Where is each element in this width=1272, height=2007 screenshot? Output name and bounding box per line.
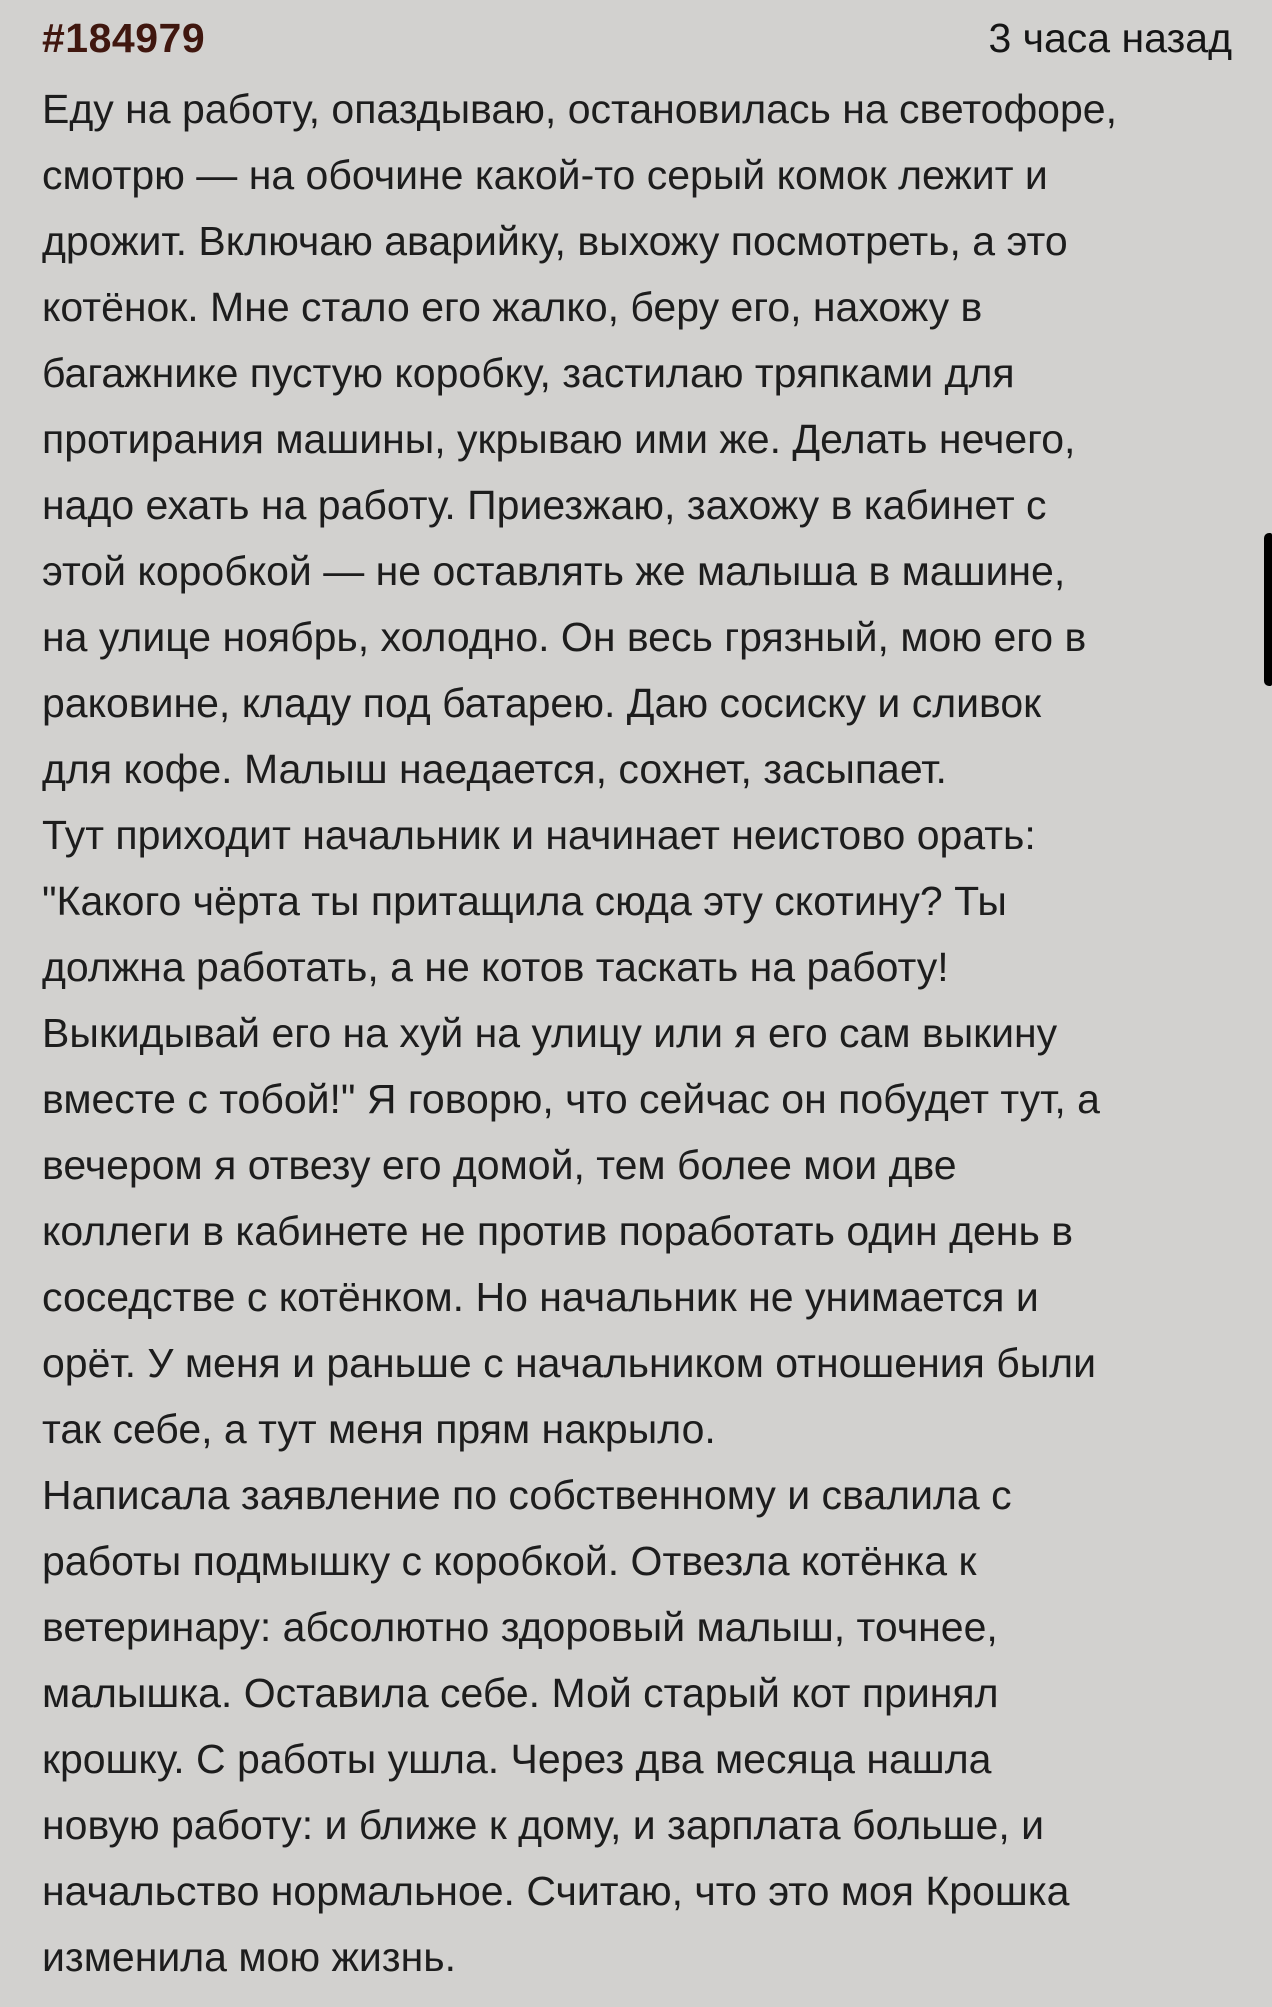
story-line: коллеги в кабинете не против поработать один день в (42, 1208, 1073, 1254)
story-line: протирания машины, укрываю ими же. Делать нечего, (42, 416, 1076, 462)
story-line: на улице ноябрь, холодно. Он весь грязный, мою его в (42, 614, 1087, 660)
story-line: изменила мою жизнь. (42, 1934, 457, 1980)
story-line: должна работать, а не котов таскать на работу! (42, 944, 949, 990)
story-line: Написала заявление по собственному и свалила с (42, 1472, 1012, 1518)
post-timestamp: 3 часа назад (988, 15, 1232, 61)
story-line: орёт. У меня и раньше с начальником отношения были (42, 1340, 1097, 1386)
story-line: Еду на работу, опаздываю, остановилась на светофоре, (42, 86, 1117, 132)
story-line: дрожит. Включаю аварийку, выхожу посмотреть, а это (42, 218, 1068, 264)
story-line: начальство нормальное. Считаю, что это моя Крошка (42, 1868, 1070, 1914)
story-line: так себе, а тут меня прям накрыло. (42, 1406, 716, 1452)
story-line: раковине, кладу под батарею. Даю сосиску и сливок (42, 680, 1042, 726)
story-line: вместе с тобой!" Я говорю, что сейчас он побудет тут, а (42, 1076, 1100, 1122)
story-line: для кофе. Малыш наедается, сохнет, засыпает. (42, 746, 947, 792)
scrollbar-thumb[interactable] (1264, 533, 1272, 686)
story-text (0, 76, 1272, 1990)
story-line: Тут приходит начальник и начинает неистово орать: (42, 812, 1036, 858)
story-line: новую работу: и ближе к дому, и зарплата больше, и (42, 1802, 1045, 1848)
story-line: Выкидывай его на хуй на улицу или я его сам выкину (42, 1010, 1058, 1056)
story-line: малышка. Оставила себе. Мой старый кот принял (42, 1670, 999, 1716)
story-line: ветеринару: абсолютно здоровый малыш, точнее, (42, 1604, 998, 1650)
story-line: багажнике пустую коробку, застилаю тряпками для (42, 350, 1015, 396)
story-line: этой коробкой — не оставлять же малыша в машине, (42, 548, 1066, 594)
story-line: смотрю — на обочине какой-то серый комок лежит и (42, 152, 1048, 198)
story-line: работы подмышку с коробкой. Отвезла котёнка к (42, 1538, 977, 1584)
story-line: вечером я отвезу его домой, тем более мои две (42, 1142, 957, 1188)
story-line: котёнок. Мне стало его жалко, беру его, нахожу в (42, 284, 983, 330)
story-line: соседстве с котёнком. Но начальник не унимается и (42, 1274, 1039, 1320)
story-line: "Какого чёрта ты притащила сюда эту скотину? Ты (42, 878, 1007, 924)
story-line: крошку. С работы ушла. Через два месяца нашла (42, 1736, 992, 1782)
post-header (0, 0, 1272, 62)
post-id-link[interactable]: #184979 (42, 15, 206, 61)
story-line: надо ехать на работу. Приезжаю, захожу в кабинет с (42, 482, 1047, 528)
